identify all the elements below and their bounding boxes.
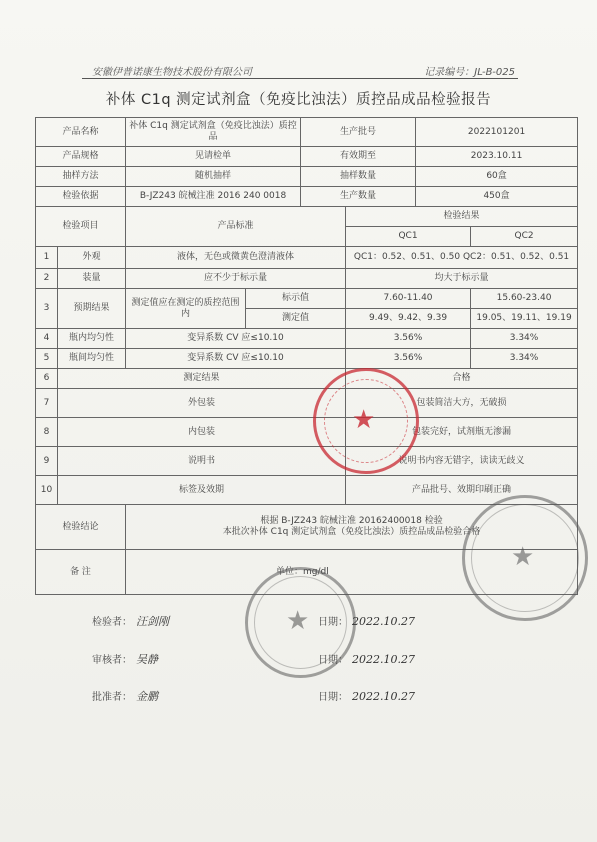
table-row <box>36 369 578 389</box>
row-item: 装量 <box>58 269 126 289</box>
date-label: 日期： <box>318 692 348 703</box>
result-column-header: 检验结果 <box>346 207 578 227</box>
row-spec <box>36 147 578 167</box>
table-row <box>36 289 578 309</box>
sampling-qty-value: 60盒 <box>416 167 578 187</box>
row-item: 测定结果 <box>58 369 346 389</box>
approver-date-value: 2022.10.27 <box>352 690 415 703</box>
row-item: 预期结果 <box>58 289 126 329</box>
row-item: 内包装 <box>58 418 346 447</box>
row-item: 说明书 <box>58 447 346 476</box>
reviewer-date-value: 2022.10.27 <box>352 653 415 666</box>
inspector-signature <box>92 613 169 629</box>
row-number: 1 <box>36 247 58 269</box>
qc2-header: QC2 <box>471 227 578 247</box>
row-standard: 应不少于标示量 <box>126 269 346 289</box>
row-number: 3 <box>36 289 58 329</box>
table-row <box>36 447 578 476</box>
row-result: 产品批号、效期印刷正确 <box>346 476 578 505</box>
reviewer-label: 审核者： <box>92 655 132 666</box>
table-row <box>36 247 578 269</box>
qc1-header: QC1 <box>346 227 471 247</box>
report-title: 补体 C1q 测定试剂盒（免疫比浊法）质控品成品检验报告 <box>105 92 492 108</box>
remark-label: 备 注 <box>36 550 126 595</box>
table-row <box>36 329 578 349</box>
row-number: 5 <box>36 349 58 369</box>
approver-date <box>318 688 415 703</box>
star-icon: ★ <box>352 405 376 435</box>
row-number: 10 <box>36 476 58 505</box>
qc1-value: 3.56% <box>346 349 471 369</box>
record-number: 记录编号：JL-B-025 <box>424 67 515 78</box>
table-row <box>36 269 578 289</box>
row-header-top <box>36 207 578 227</box>
product-name-value: 补体 C1q 测定试剂盒（免疫比浊法）质控品 <box>126 118 301 147</box>
spec-label: 产品规格 <box>36 147 126 167</box>
row-result: 包装完好，试剂瓶无渗漏 <box>346 418 578 447</box>
inspector-name: 汪剑刚 <box>136 615 169 628</box>
measured-label: 测定值 <box>246 309 346 329</box>
approver-signature <box>92 688 158 704</box>
row-item: 标签及效期 <box>58 476 346 505</box>
row-result: QC1：0.52、0.51、0.50 QC2：0.51、0.52、0.51 <box>346 247 578 269</box>
table-row <box>36 476 578 505</box>
qc2-value: 3.34% <box>471 349 578 369</box>
row-number: 6 <box>36 369 58 389</box>
conclusion-line-2: 本批次补体 C1q 测定试剂盒（免疫比浊法）质控品成品检验合格 <box>222 527 481 537</box>
expiry-value: 2023.10.11 <box>416 147 578 167</box>
inspector-label: 检验者： <box>92 617 132 628</box>
sampling-method-value: 随机抽样 <box>126 167 301 187</box>
header-rule <box>82 78 518 79</box>
row-result: 合格 <box>346 369 578 389</box>
row-standard: 变异系数 CV 应≤10.10 <box>126 329 346 349</box>
row-number: 7 <box>36 389 58 418</box>
company-name: 安徽伊普诺康生物技术股份有限公司 <box>92 67 252 78</box>
batch-label: 生产批号 <box>301 118 416 147</box>
production-qty-label: 生产数量 <box>301 187 416 207</box>
date-label: 日期： <box>318 655 348 666</box>
conclusion-label: 检验结论 <box>36 505 126 550</box>
qc2-value: 3.34% <box>471 329 578 349</box>
table-row <box>36 349 578 369</box>
inspector-date <box>318 613 415 628</box>
row-standard: 液体，无色或微黄色澄清液体 <box>126 247 346 269</box>
qc2-target: 15.60-23.40 <box>471 289 578 309</box>
row-number: 2 <box>36 269 58 289</box>
target-label: 标示值 <box>246 289 346 309</box>
star-icon: ★ <box>286 606 310 636</box>
row-item: 瓶间均匀性 <box>58 349 126 369</box>
gray-seal-right <box>462 495 588 621</box>
expiry-label: 有效期至 <box>301 147 416 167</box>
spec-value: 见请检单 <box>126 147 301 167</box>
sampling-qty-label: 抽样数量 <box>301 167 416 187</box>
item-column-header: 检验项目 <box>36 207 126 247</box>
row-basis <box>36 187 578 207</box>
qc2-measured: 19.05、19.11、19.19 <box>471 309 578 329</box>
sampling-method-label: 抽样方法 <box>36 167 126 187</box>
row-result: 均大于标示量 <box>346 269 578 289</box>
row-standard: 变异系数 CV 应≤10.10 <box>126 349 346 369</box>
approver-name: 金鹏 <box>136 690 158 703</box>
conclusion-line-1: 根据 B-JZ243 皖械注准 20162400018 检验 <box>260 516 443 526</box>
production-qty-value: 450盒 <box>416 187 578 207</box>
table-row <box>36 389 578 418</box>
inspector-date-value: 2022.10.27 <box>352 615 415 628</box>
basis-label: 检验依据 <box>36 187 126 207</box>
qc1-target: 7.60-11.40 <box>346 289 471 309</box>
approver-label: 批准者： <box>92 692 132 703</box>
row-product-name <box>36 118 578 147</box>
standard-column-header: 产品标准 <box>126 207 346 247</box>
row-item: 瓶内均匀性 <box>58 329 126 349</box>
reviewer-date <box>318 651 415 666</box>
qc1-value: 3.56% <box>346 329 471 349</box>
reviewer-name: 吴静 <box>136 653 158 666</box>
batch-value: 2022101201 <box>416 118 578 147</box>
row-result: 说明书内容无错字，读读无歧义 <box>346 447 578 476</box>
row-number: 9 <box>36 447 58 476</box>
row-sampling <box>36 167 578 187</box>
remark-value: 单位：mg/dl <box>126 550 578 595</box>
row-item: 外包装 <box>58 389 346 418</box>
table-row <box>36 418 578 447</box>
row-item: 外观 <box>58 247 126 269</box>
red-inspection-stamp <box>313 368 419 474</box>
product-name-label: 产品名称 <box>36 118 126 147</box>
qc1-measured: 9.49、9.42、9.39 <box>346 309 471 329</box>
reviewer-signature <box>92 651 158 667</box>
star-icon: ★ <box>511 542 535 572</box>
row-result: 包装简洁大方，无破损 <box>346 389 578 418</box>
basis-value: B-JZ243 皖械注准 2016 240 0018 <box>126 187 301 207</box>
row-standard: 测定值应在测定的质控范围内 <box>126 289 246 329</box>
row-number: 8 <box>36 418 58 447</box>
row-number: 4 <box>36 329 58 349</box>
date-label: 日期： <box>318 617 348 628</box>
